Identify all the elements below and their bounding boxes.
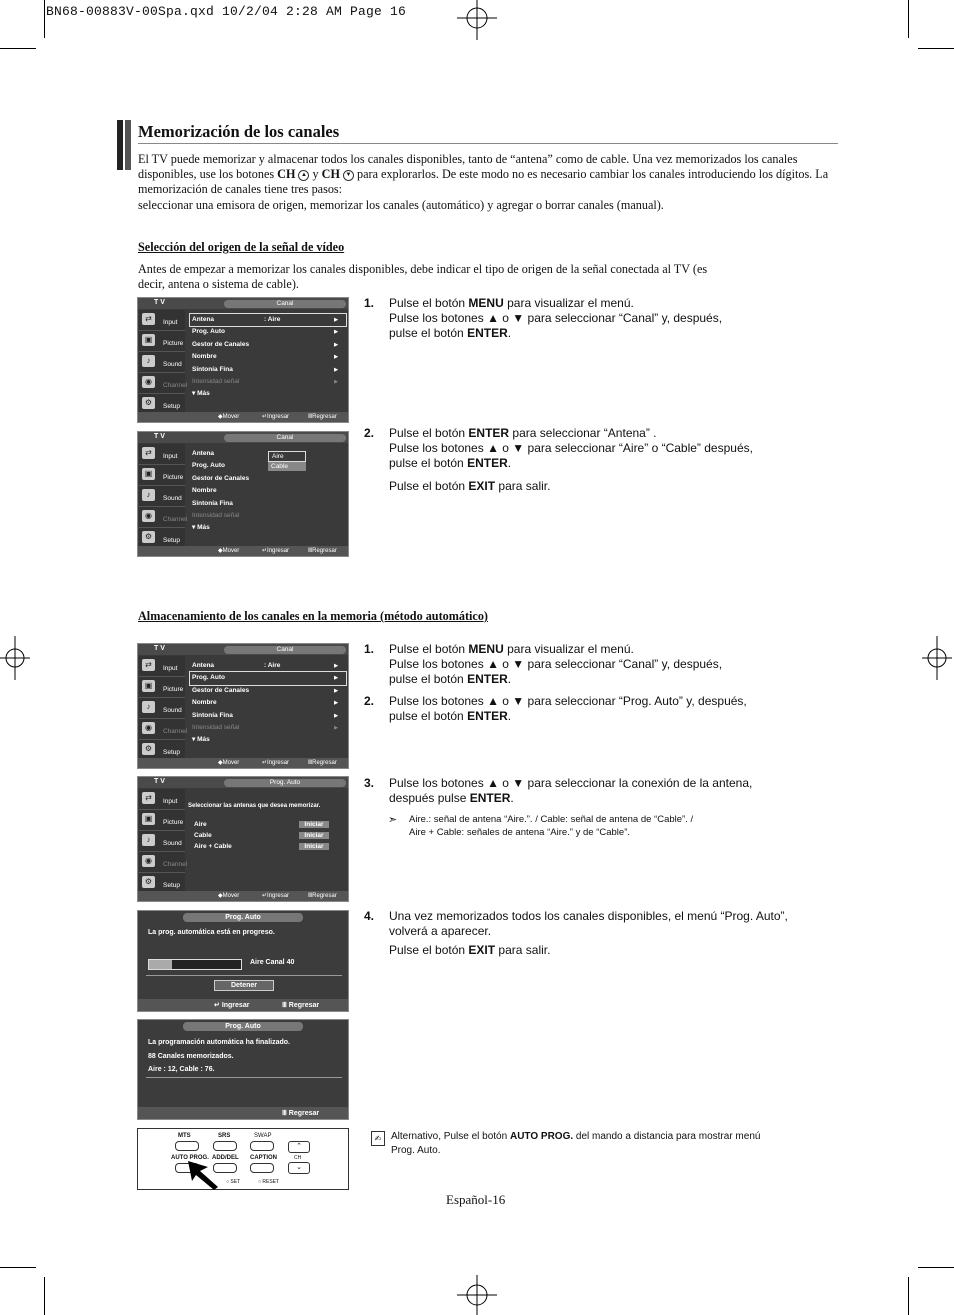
- note-arrow-icon: ➣: [388, 814, 398, 826]
- input-icon: ⇄: [142, 659, 155, 671]
- page-title: Memorización de los canales: [138, 122, 340, 141]
- srs-icon: [213, 1141, 237, 1151]
- setup-icon: ⚙: [142, 531, 155, 543]
- picture-icon: ▣: [142, 468, 155, 480]
- title-divider: [138, 143, 838, 144]
- sound-icon: ♪: [142, 834, 155, 846]
- setup-icon: ⚙: [142, 397, 155, 409]
- remote-control-illustration: MTS SRS SWAP AUTO PROG. ADD/DEL CAPTION ⌃ CH ⌄ ○ SET ○ RESET: [137, 1128, 349, 1190]
- section1-text: Antes de empezar a memorizar los canales disponibles, debe indicar el tipo de origen de la señal conectada al TV (es decir, antena o sistema de cable).: [138, 262, 708, 292]
- channel-icon: ◉: [142, 510, 155, 522]
- tv-menu-canal-2: T V Canal ⇄ Input ▣ Picture ♪ Sound ◉ Channel ⚙ Setup Antena Prog. Auto Gestor de Canales Nombre Sintonía Fina Intensidad señal ▾ Más Aire Cable ◆ Mover ↵ Ingresar Ⅲ Regresar: [137, 431, 349, 557]
- page-footer: Español-16: [446, 1192, 506, 1207]
- steps-section2: 1. Pulse el botón MENU para visualizar el menú. Pulse los botones ▲ o ▼ para seleccionar “Canal” y, después, pulse el botón ENTER. 2. Pulse los botones ▲ o ▼ para seleccionar “Prog. Auto” y, después, pulse el botón ENTER. 3. Pulse los botones ▲ o ▼ para seleccionar la conexión de la antena, después pulse ENTER. ➣ Aire.: señal de antena “Aire.”. / Cable: señal de antena de “Cable”. / Aire + Cable: señales de antena “Aire.” y de “Cable”. 4. Una vez memorizados todos los canales disponibles, el menú “Prog. Auto”, volverá a aparecer. Pulse el botón EXIT para salir.: [364, 642, 788, 958]
- sound-icon: ♪: [142, 355, 155, 367]
- registration-mark-right: [922, 636, 952, 680]
- ch-down-icon: ▼: [343, 170, 354, 181]
- pointing-arrow-icon: [186, 1159, 226, 1191]
- picture-icon: ▣: [142, 813, 155, 825]
- channel-icon: ◉: [142, 855, 155, 867]
- tv-menu-canal-3: T V Canal ⇄ Input ▣ Picture ♪ Sound ◉ Channel ⚙ Setup Antena : Aire ▶ Prog. Auto ▶ Gestor de Canales ▶ Nombre ▶ Sintonía Fina ▶ Intensidad señal ▶ ▾ Más ◆ Mover ↵ Ingresar Ⅲ Regresar: [137, 643, 349, 769]
- ch-up-icon: ▲: [298, 170, 309, 181]
- progress-bar-fill: [149, 960, 172, 969]
- tv-menu-prog-auto: T V Prog. Auto ⇄ Input ▣ Picture ♪ Sound ◉ Channel ⚙ Setup Seleccionar las antenas que desea memorizar. Aire Iniciar Cable Iniciar Aire + Cable Iniciar ◆ Mover ↵ Ingresar Ⅲ Regresar: [137, 776, 349, 902]
- ch-down-button-icon: ⌄: [288, 1162, 310, 1174]
- registration-mark-left: [0, 636, 30, 680]
- prog-auto-progress-screen: Prog. Auto La prog. automática está en progreso. Aire Canal 40 Detener ↵ Ingresar Ⅲ Regresar: [137, 910, 349, 1012]
- intro-text: El TV puede memorizar y almacenar todos los canales disponibles, tanto de “antena” como de cable. Una vez memorizados los canales disponibles, use los botones CH ▲ y CH ▼ para explorarlos. De este modo no es necesario cambiar los canales introduciendo los dígitos. La memorización de canales tiene tres pasos: seleccionar una emisora de origen, memorizar los canales (automático) y agregar o borrar canales (manual).: [138, 152, 829, 212]
- section2-heading: Almacenamiento de los canales en la memoria (método automático): [138, 609, 488, 623]
- registration-mark-bottom: [455, 1275, 499, 1315]
- sound-icon: ♪: [142, 701, 155, 713]
- channel-icon: ◉: [142, 376, 155, 388]
- setup-icon: ⚙: [142, 743, 155, 755]
- stop-button[interactable]: Detener: [214, 980, 274, 991]
- picture-icon: ▣: [142, 334, 155, 346]
- sound-icon: ♪: [142, 489, 155, 501]
- ch-up-button-icon: ⌃: [288, 1141, 310, 1153]
- prog-auto-done-screen: Prog. Auto La programación automática ha finalizado. 88 Canales memorizados. Aire : 12, Cable : 76. Ⅲ Regresar: [137, 1019, 349, 1120]
- input-icon: ⇄: [142, 792, 155, 804]
- input-icon: ⇄: [142, 447, 155, 459]
- input-icon: ⇄: [142, 313, 155, 325]
- note-hand-icon: ✍: [371, 1131, 385, 1146]
- section1-heading: Selección del origen de la señal de vídeo: [138, 240, 345, 254]
- channel-icon: ◉: [142, 722, 155, 734]
- print-slug: BN68-00883V-00Spa.qxd 10/2/04 2:28 AM Page 16: [46, 4, 407, 19]
- registration-mark-top: [455, 0, 499, 44]
- tv-menu-canal-1: T V Canal ⇄ Input ▣ Picture ♪ Sound ◉ Channel ⚙ Setup Antena : Aire ▶ Prog. Auto ▶ Gestor de Canales ▶ Nombre ▶ Sintonía Fina ▶ Intensidad señal ▶ ▾ Más ◆ Mover ↵ Ingresar Ⅲ Regresar: [137, 297, 349, 423]
- picture-icon: ▣: [142, 680, 155, 692]
- setup-icon: ⚙: [142, 876, 155, 888]
- tip-text: Alternativo, Pulse el botón AUTO PROG. del mando a distancia para mostrar menú Prog. Auto.: [391, 1131, 761, 1156]
- title-marker: [117, 120, 131, 170]
